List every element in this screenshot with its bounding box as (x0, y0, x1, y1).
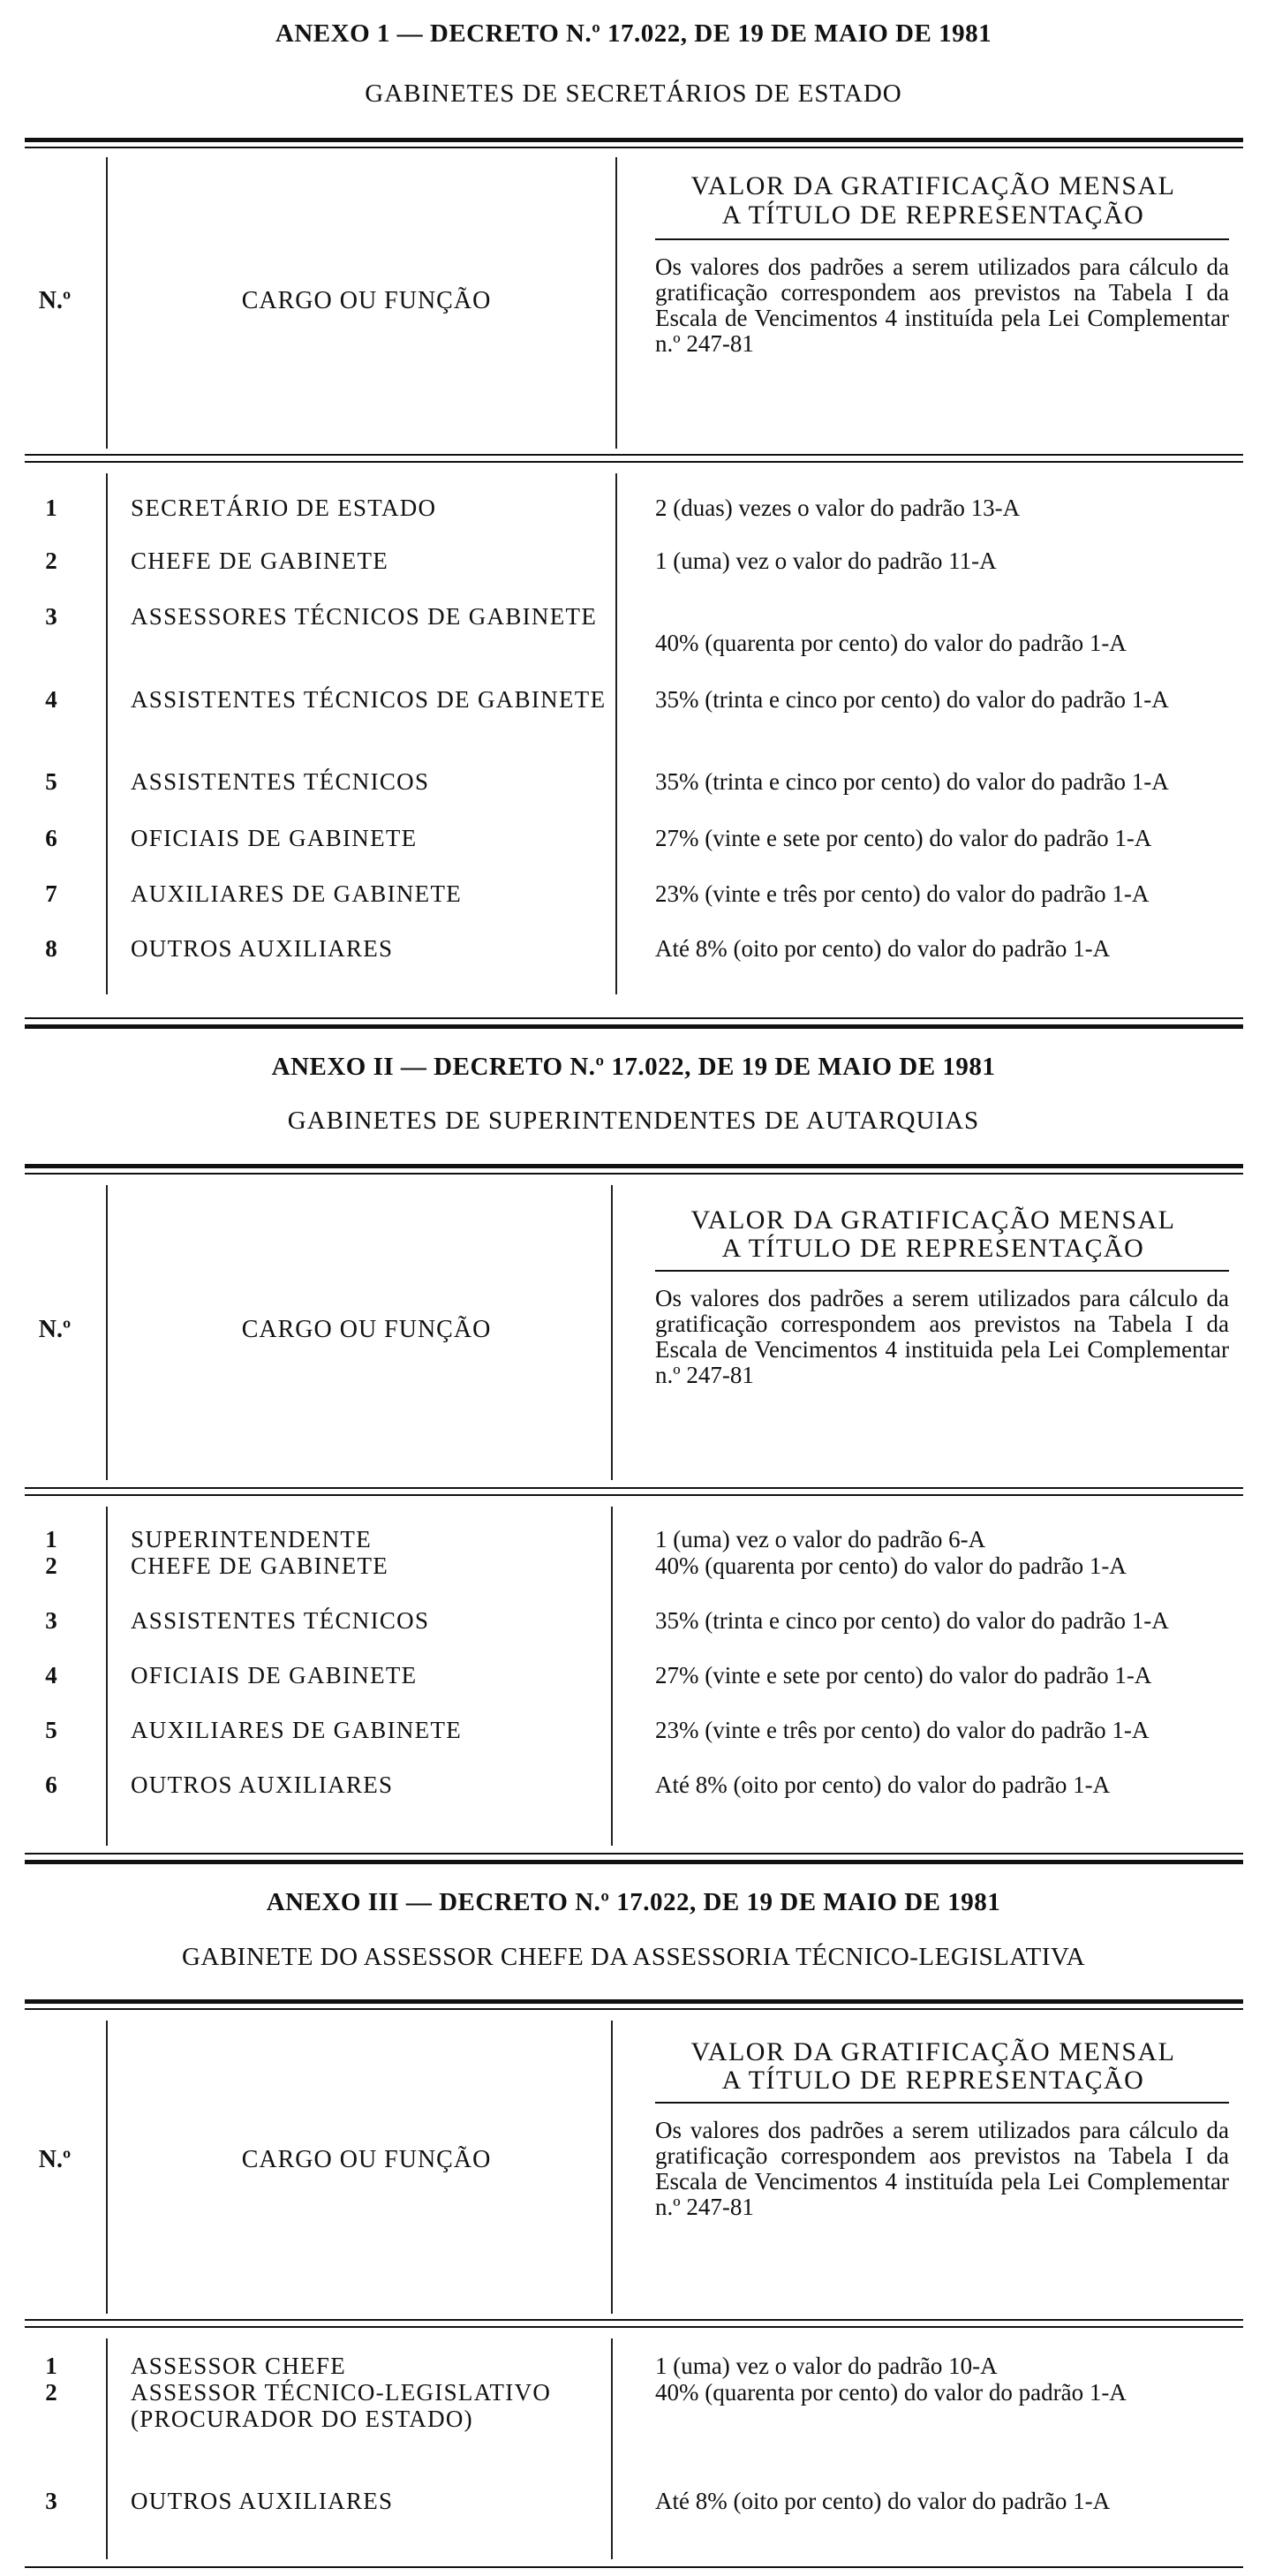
column-divider (106, 1507, 108, 1846)
row-number: 5 (45, 768, 57, 795)
row-cargo: ASSESSOR TÉCNICO-LEGISLATIVO (PROCURADOR DO ESTADO) (131, 2379, 552, 2432)
annex-title: ANEXO III — DECRETO N.º 17.022, DE 19 DE MAIO DE 1981 (266, 1888, 1001, 1916)
header-underline (655, 1270, 1229, 1272)
row-number: 2 (45, 2379, 57, 2406)
row-cargo: ASSISTENTES TÉCNICOS (131, 1607, 430, 1634)
column-divider (611, 1185, 613, 1480)
header-note: Os valores dos padrões a serem utilizados para cálculo da gratificação correspondem aos previstos na Tabela I da Escala de Vencimentos 4 instituída pela Lei Complementar n.º 247-81 (655, 2117, 1229, 2220)
row-cargo: ASSISTENTES TÉCNICOS DE GABINETE (131, 686, 607, 713)
row-number: 6 (45, 1771, 57, 1798)
column-divider (611, 2021, 613, 2314)
top-rule (25, 138, 1243, 142)
header-valor-line2: A TÍTULO DE REPRESENTAÇÃO (721, 1234, 1145, 1263)
row-valor: 27% (vinte e sete por cento) do valor do padrão 1-A (655, 825, 1152, 851)
annex-subtitle: GABINETES DE SECRETÁRIOS DE ESTADO (365, 79, 902, 108)
top-rule-thin (25, 147, 1243, 148)
row-number: 2 (45, 548, 57, 574)
row-valor: 40% (quarenta por cento) do valor do padrão 1-A (655, 2379, 1127, 2406)
bottom-rule-thin (25, 1853, 1243, 1855)
column-divider (615, 157, 617, 449)
header-valor-line2: A TÍTULO DE REPRESENTAÇÃO (721, 200, 1145, 230)
row-number: 3 (45, 603, 57, 630)
row-number: 1 (45, 2353, 57, 2379)
header-rule (25, 2319, 1243, 2321)
row-number: 3 (45, 2488, 57, 2514)
column-divider (615, 473, 617, 994)
header-cargo: CARGO OU FUNÇÃO (241, 287, 492, 314)
header-rule (25, 454, 1243, 456)
row-number: 1 (45, 1526, 57, 1552)
row-number: 3 (45, 1607, 57, 1634)
row-cargo: ASSISTENTES TÉCNICOS (131, 768, 430, 795)
annex-subtitle: GABINETES DE SUPERINTENDENTES DE AUTARQUIAS (287, 1107, 980, 1135)
header-valor-line2: A TÍTULO DE REPRESENTAÇÃO (721, 2066, 1145, 2095)
row-cargo: AUXILIARES DE GABINETE (131, 1717, 463, 1743)
row-number: 4 (45, 686, 57, 713)
row-number: 1 (45, 495, 57, 521)
bottom-rule-thin (25, 1017, 1243, 1019)
row-cargo: AUXILIARES DE GABINETE (131, 880, 463, 907)
row-number: 7 (45, 880, 57, 907)
row-cargo: SECRETÁRIO DE ESTADO (131, 495, 437, 521)
header-underline (655, 238, 1229, 240)
header-number: N.º (38, 1316, 72, 1343)
annex-title: ANEXO 1 — DECRETO N.º 17.022, DE 19 DE MAIO DE 1981 (275, 19, 992, 48)
row-valor: 40% (quarenta por cento) do valor do padrão 1-A (655, 630, 1127, 656)
header-cargo: CARGO OU FUNÇÃO (241, 2146, 492, 2173)
row-number: 2 (45, 1552, 57, 1579)
bottom-rule (25, 1860, 1243, 1864)
column-divider (611, 2338, 613, 2559)
header-valor-line1: VALOR DA GRATIFICAÇÃO MENSAL (690, 2037, 1176, 2066)
row-cargo: SUPERINTENDENTE (131, 1526, 372, 1552)
top-rule-thin (25, 1173, 1243, 1175)
row-valor: 27% (vinte e sete por cento) do valor do padrão 1-A (655, 1662, 1152, 1688)
column-divider (106, 1185, 108, 1480)
row-valor: 1 (uma) vez o valor do padrão 10-A (655, 2353, 998, 2379)
top-rule (25, 1999, 1243, 2004)
row-cargo: ASSESSOR CHEFE (131, 2353, 347, 2379)
column-divider (106, 473, 108, 994)
row-valor: Até 8% (oito por cento) do valor do padrão 1-A (655, 1771, 1111, 1798)
row-valor: 35% (trinta e cinco por cento) do valor do padrão 1-A (655, 686, 1169, 713)
row-number: 4 (45, 1662, 57, 1688)
header-valor-line1: VALOR DA GRATIFICAÇÃO MENSAL (690, 1205, 1176, 1235)
row-cargo: OFICIAIS DE GABINETE (131, 825, 418, 851)
header-underline (655, 2102, 1229, 2104)
row-cargo: CHEFE DE GABINETE (131, 1552, 389, 1579)
row-cargo: OUTROS AUXILIARES (131, 935, 394, 962)
row-valor: 23% (vinte e três por cento) do valor do padrão 1-A (655, 880, 1150, 907)
row-number: 5 (45, 1717, 57, 1743)
header-rule-thin (25, 1494, 1243, 1496)
header-number: N.º (38, 287, 72, 314)
row-number: 8 (45, 935, 57, 962)
row-valor: 1 (uma) vez o valor do padrão 11-A (655, 548, 997, 574)
row-valor: 35% (trinta e cinco por cento) do valor do padrão 1-A (655, 1607, 1169, 1634)
header-rule-thin (25, 461, 1243, 463)
top-rule-thin (25, 2008, 1243, 2010)
header-rule-thin (25, 2326, 1243, 2328)
column-divider (611, 1507, 613, 1846)
column-divider (106, 157, 108, 449)
bottom-rule (25, 1024, 1243, 1029)
header-note: Os valores dos padrões a serem utilizados para cálculo da gratificação correspondem aos previstos na Tabela I da Escala de Vencimentos 4 instituida pela Lei Complementar n.º 247-81 (655, 1285, 1229, 1388)
row-valor: 23% (vinte e três por cento) do valor do padrão 1-A (655, 1717, 1150, 1743)
column-divider (106, 2021, 108, 2314)
row-number: 6 (45, 825, 57, 851)
row-valor: 1 (uma) vez o valor do padrão 6-A (655, 1526, 986, 1552)
header-valor-line1: VALOR DA GRATIFICAÇÃO MENSAL (690, 171, 1176, 200)
row-cargo: OUTROS AUXILIARES (131, 1771, 394, 1798)
row-valor: 40% (quarenta por cento) do valor do padrão 1-A (655, 1552, 1127, 1579)
header-number: N.º (38, 2146, 72, 2173)
row-cargo: OFICIAIS DE GABINETE (131, 1662, 418, 1688)
row-valor: Até 8% (oito por cento) do valor do padrão 1-A (655, 935, 1111, 962)
header-rule (25, 1487, 1243, 1489)
annex-title: ANEXO II — DECRETO N.º 17.022, DE 19 DE MAIO DE 1981 (271, 1053, 996, 1081)
column-divider (106, 2338, 108, 2559)
row-valor: 35% (trinta e cinco por cento) do valor do padrão 1-A (655, 768, 1169, 795)
top-rule (25, 1164, 1243, 1168)
header-note: Os valores dos padrões a serem utilizados para cálculo da gratificação correspondem aos previstos na Tabela I da Escala de Vencimentos 4 instituída pela Lei Complementar n.º 247-81 (655, 253, 1229, 357)
row-valor: Até 8% (oito por cento) do valor do padrão 1-A (655, 2488, 1111, 2514)
row-valor: 2 (duas) vezes o valor do padrão 13-A (655, 495, 1021, 521)
header-cargo: CARGO OU FUNÇÃO (241, 1316, 492, 1343)
annex-subtitle: GABINETE DO ASSESSOR CHEFE DA ASSESSORIA TÉCNICO-LEGISLATIVA (181, 1943, 1086, 1971)
row-cargo: OUTROS AUXILIARES (131, 2488, 394, 2514)
row-cargo: ASSESSORES TÉCNICOS DE GABINETE (131, 603, 598, 630)
row-cargo: CHEFE DE GABINETE (131, 548, 389, 574)
bottom-rule (25, 2566, 1243, 2568)
